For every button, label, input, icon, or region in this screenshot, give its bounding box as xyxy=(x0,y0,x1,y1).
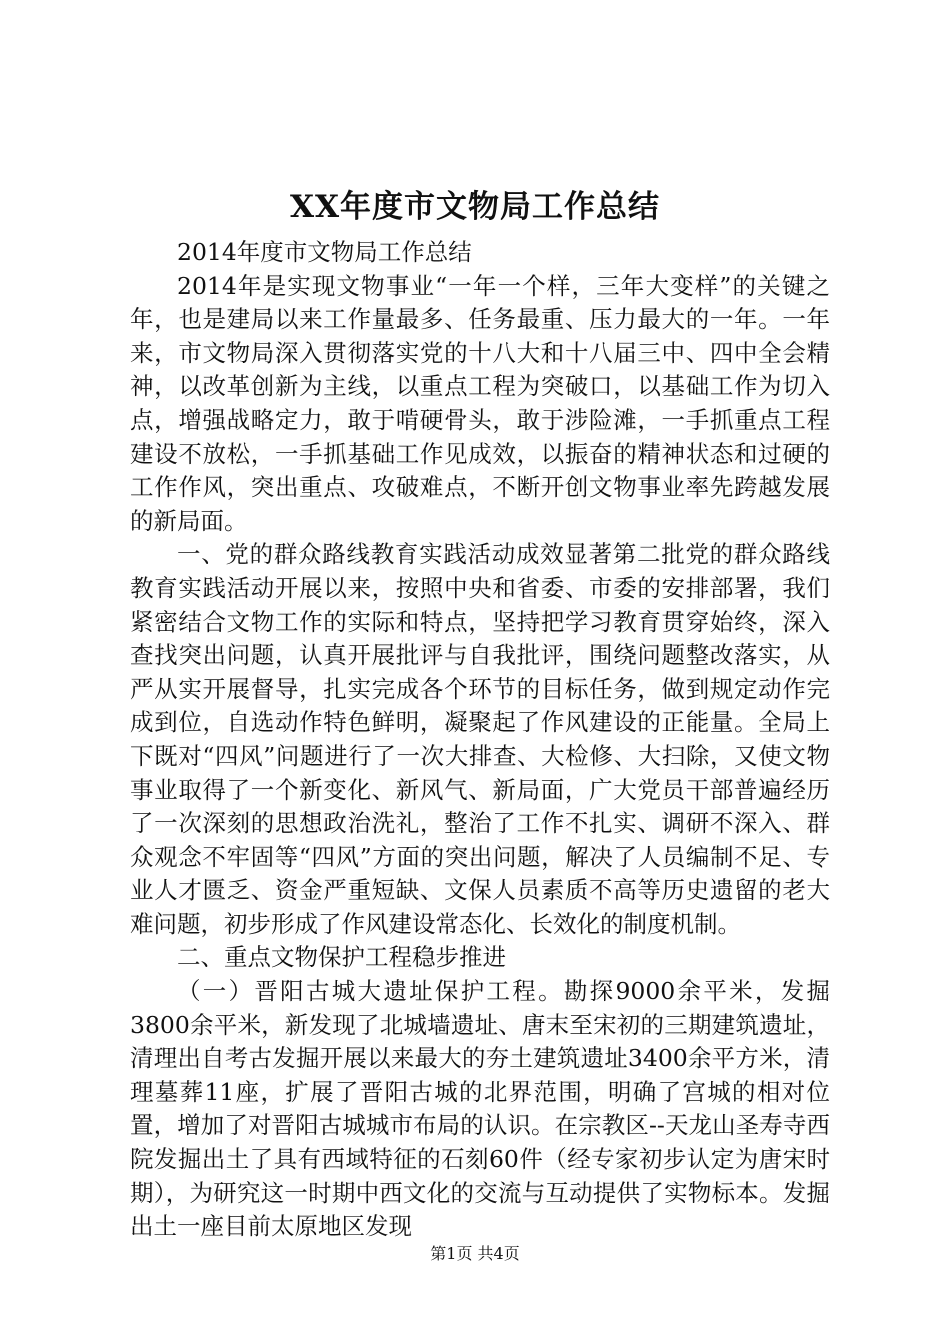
page-number-footer: 第1页 共4页 xyxy=(430,1244,520,1263)
section-two-heading: 二、重点文物保护工程稳步推进 xyxy=(177,943,506,972)
document-body xyxy=(130,236,830,1244)
section-two-item-one-paragraph: （一）晋阳古城大遗址保护工程。勘探9000余平米，发掘3800余平米，新发现了北城墙遗址、唐末至宋初的三期建筑遗址，清理出自考古发掘开展以来最大的夯土建筑遗址3400余平方米，清理墓葬11座，扩展了晋阳古城的北界范围，明确了宫城的相对位置，增加了对晋阳古城城市布局的认识。在宗教区--天龙山圣寿寺西院发掘出土了具有西域特征的石刻60件（经专家初步认定为唐宋时期），为研究这一时期中西文化的交流与互动提供了实物标本。发掘出土一座目前太原地区发现 xyxy=(130,977,830,1241)
document-title: XX年度市文物局工作总结 xyxy=(289,189,661,225)
intro-paragraph: 2014年是实现文物事业“一年一个样，三年大变样”的关键之年，也是建局以来工作量最多、任务最重、压力最大的一年。一年来，市文物局深入贯彻落实党的十八大和十八届三中、四中全会精神，以改革创新为主线，以重点工程为突破口，以基础工作为切入点，增强战略定力，敢于啃硬骨头，敢于涉险滩，一手抓重点工程建设不放松，一手抓基础工作见成效，以振奋的精神状态和过硬的工作作风，突出重点、攻破难点，不断开创文物事业率先跨越发展的新局面。 xyxy=(130,271,830,535)
section-one-paragraph: 一、党的群众路线教育实践活动成效显著第二批党的群众路线教育实践活动开展以来，按照中央和省委、市委的安排部署，我们紧密结合文物工作的实际和特点，坚持把学习教育贯穿始终，深入查找突出问题，认真开展批评与自我批评，围绕问题整改落实，从严从实开展督导，扎实完成各个环节的目标任务，做到规定动作完成到位，自选动作特色鲜明，凝聚起了作风建设的正能量。全局上下既对“四风”问题进行了一次大排查、大检修、大扫除，又使文物事业取得了一个新变化、新风气、新局面，广大党员干部普遍经历了一次深刻的思想政治洗礼，整治了工作不扎实、调研不深入、群众观念不牢固等“四风”方面的突出问题，解决了人员编制不足、专业人才匮乏、资金严重短缺、文保人员素质不高等历史遗留的老大难问题，初步形成了作风建设常态化、长效化的制度机制。 xyxy=(130,540,830,938)
subtitle-paragraph: 2014年度市文物局工作总结 xyxy=(177,238,472,266)
